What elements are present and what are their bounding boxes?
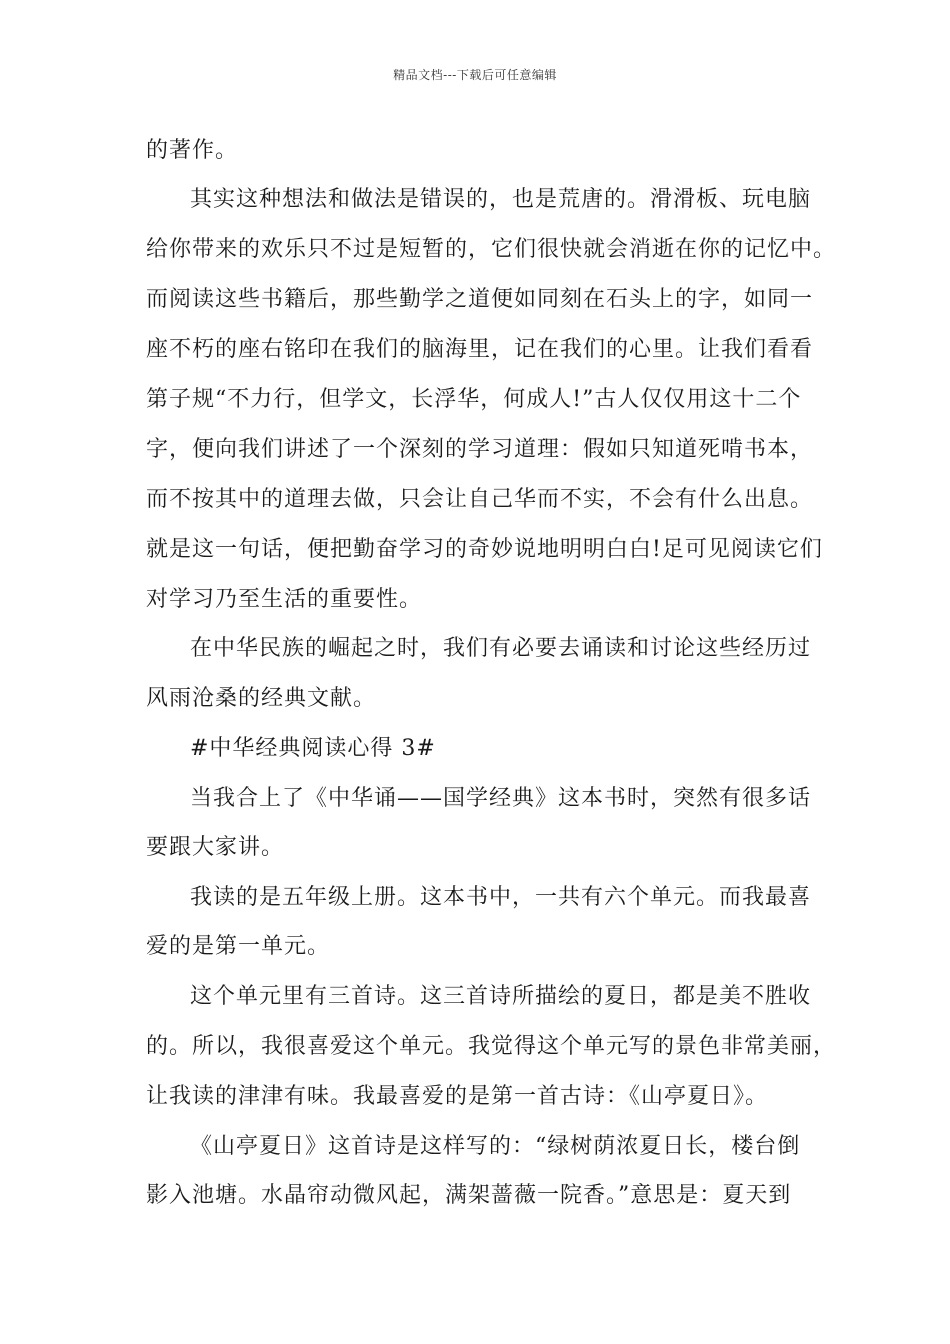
text-line: 影入池塘。水晶帘动微风起，满架蔷薇一院香。”意思是：夏天到 bbox=[146, 1183, 792, 1208]
text-line: 座不朽的座右铭印在我们的脑海里，记在我们的心里。让我们看看 bbox=[146, 337, 814, 362]
text-line: 在中华民族的崛起之时，我们有必要去诵读和讨论这些经历过 bbox=[190, 636, 812, 661]
page-header: 精品文档---下载后可任意编辑 bbox=[393, 68, 557, 82]
text-line: 《山亭夏日》这首诗是这样写的：“绿树荫浓夏日长，楼台倒 bbox=[190, 1134, 801, 1159]
text-line: 第子规“不力行，但学文，长浮华，何成人!”古人仅仅用这十二个 bbox=[146, 387, 802, 412]
text-line: 的著作。 bbox=[146, 138, 239, 163]
text-line: 我读的是五年级上册。这本书中，一共有六个单元。而我最喜 bbox=[190, 885, 812, 910]
section-heading: #中华经典阅读心得 3# bbox=[190, 736, 436, 761]
text-line: 风雨沧桑的经典文献。 bbox=[146, 686, 377, 711]
text-line: 爱的是第一单元。 bbox=[146, 934, 331, 959]
text-line: 这个单元里有三首诗。这三首诗所描绘的夏日，都是美不胜收 bbox=[190, 984, 812, 1009]
text-line: 其实这种想法和做法是错误的，也是荒唐的。滑滑板、玩电脑 bbox=[190, 187, 812, 212]
text-line: 当我合上了《中华诵——国学经典》这本书时，突然有很多话 bbox=[190, 786, 812, 811]
text-line: 而不按其中的道理去做，只会让自己华而不实，不会有什么出息。 bbox=[146, 487, 814, 512]
text-line: 让我读的津津有味。我最喜爱的是第一首古诗：《山亭夏日》。 bbox=[146, 1084, 769, 1109]
text-line: 字，便向我们讲述了一个深刻的学习道理：假如只知道死啃书本， bbox=[146, 437, 814, 462]
text-line: 的。所以，我很喜爱这个单元。我觉得这个单元写的景色非常美丽， bbox=[146, 1034, 837, 1059]
text-line: 就是这一句话，便把勤奋学习的奇妙说地明明白白!足可见阅读它们 bbox=[146, 537, 823, 562]
text-line: 对学习乃至生活的重要性。 bbox=[146, 587, 423, 612]
text-line: 而阅读这些书籍后，那些勤学之道便如同刻在石头上的字，如同一 bbox=[146, 287, 814, 312]
text-line: 给你带来的欢乐只不过是短暂的，它们很快就会消逝在你的记忆中。 bbox=[146, 237, 837, 262]
text-line: 要跟大家讲。 bbox=[146, 835, 285, 860]
